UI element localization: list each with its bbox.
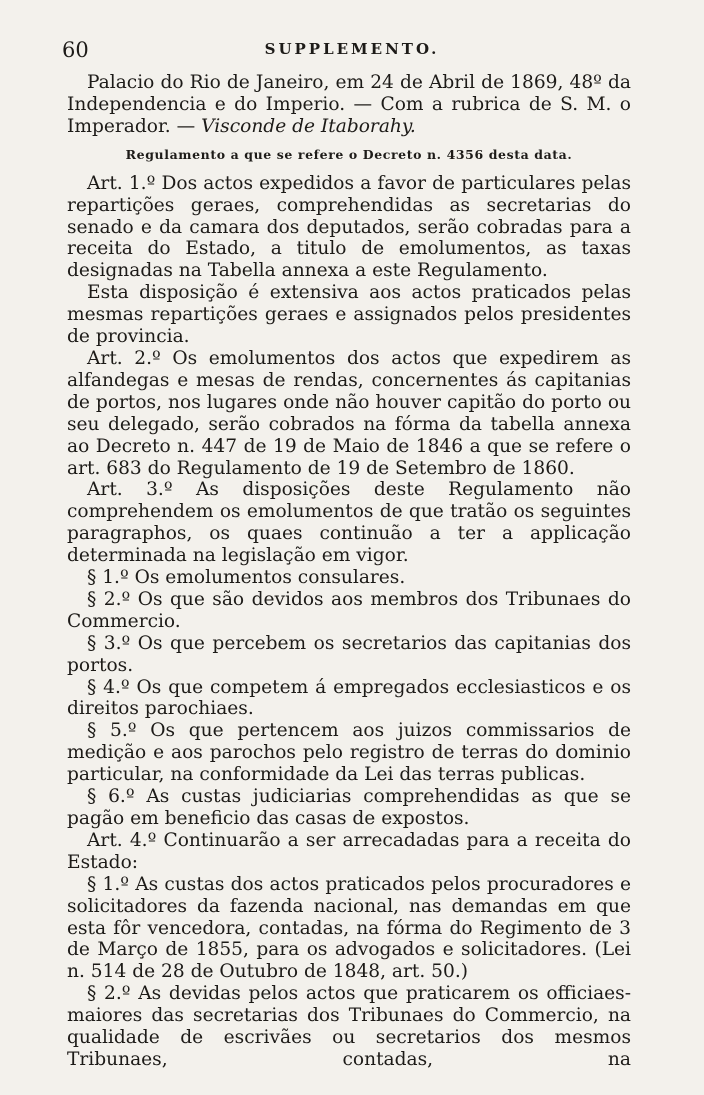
page-number: 60 [62, 38, 89, 62]
article-3: Art. 3.º As disposições deste Regulamento não comprehendem os emolumentos de que tratão os seguintes paragraphos, os quaes continuão a ter a applicação determinada na legislação em vigor. [67, 479, 631, 567]
article-3-section-2: § 2.º Os que são devidos aos membros dos Tribunaes do Commercio. [67, 588, 631, 632]
article-2: Art. 2.º Os emolumentos dos actos que expedirem as alfandegas e mesas de rendas, concernentes ás capitanias de portos, nos lugares onde não houver capitão do porto ou seu delegado, serão cobrados na fórma da tabella annexa ao Decreto n. 447 de 19 de Maio de 1846 a que se refere o art. 683 do Regulamento de 19 de Setembro de 1860. [67, 347, 631, 479]
article-4: Art. 4.º Continuarão a ser arrecadadas para a receita do Estado: [67, 829, 631, 873]
article-3-section-1: § 1.º Os emolumentos consulares. [87, 567, 406, 589]
article-1: Art. 1.º Dos actos expedidos a favor de particulares pelas repartições geraes, comprehendidas as secretarias do senado e da camara dos deputados, serão cobradas para a receita do Estado, a titulo de emolumentos, as taxas designadas na Tabella annexa a este Regulamento. [67, 172, 631, 282]
article-3-section-6: § 6.º As custas judiciarias comprehendidas as que se pagão em beneficio das casas de expostos. [67, 786, 631, 829]
article-4-section-1: § 1.º As custas dos actos praticados pelos procuradores e solicitadores da fazenda nacional, nas demandas em que esta fôr vencedora, contadas, na fórma do Regimento de 3 de Março de 1855, para os advogados e solicitadores. (Lei n. 514 de 28 de Outubro de 1848, art. 50.) [67, 873, 631, 983]
signing-text: Palacio do Rio de Janeiro, em 24 de Abril de 1869, 48º da Independencia e do Imperio. — Com a rubrica de S. M. o Imperador. — [67, 72, 631, 137]
running-title: SUPPLEMENTO. [264, 40, 440, 58]
article-3-section-5: § 5.º Os que pertencem aos juizos commissarios de medição e aos parochos pelo registro de terras do dominio particular, na conformidade da Lei das terras publicas. [67, 720, 631, 786]
signing-paragraph [67, 72, 631, 138]
page-header [0, 0, 704, 66]
article-4-section-2: § 2.º As devidas pelos actos que praticarem os officiaes-maiores das secretarias dos Tribunaes do Commercio, na qualidade de escrivães ou secretarios dos mesmos Tribunaes, contadas, na [67, 983, 631, 1070]
regulation-caption: Regulamento a que se refere o Decreto n. 4356 desta data. [125, 146, 573, 162]
page-body [67, 72, 631, 1071]
article-3-section-3: § 3.º Os que percebem os secretarios das capitanias dos portos. [67, 632, 631, 676]
article-1-extension: Esta disposição é extensiva aos actos praticados pelas mesmas repartições geraes e assignados pelos presidentes de provincia. [67, 282, 631, 348]
article-3-section-4: § 4.º Os que competem á empregados ecclesiasticos e os direitos parochiaes. [67, 676, 631, 720]
signatory-name: Visconde de Itaborahy. [201, 115, 416, 137]
